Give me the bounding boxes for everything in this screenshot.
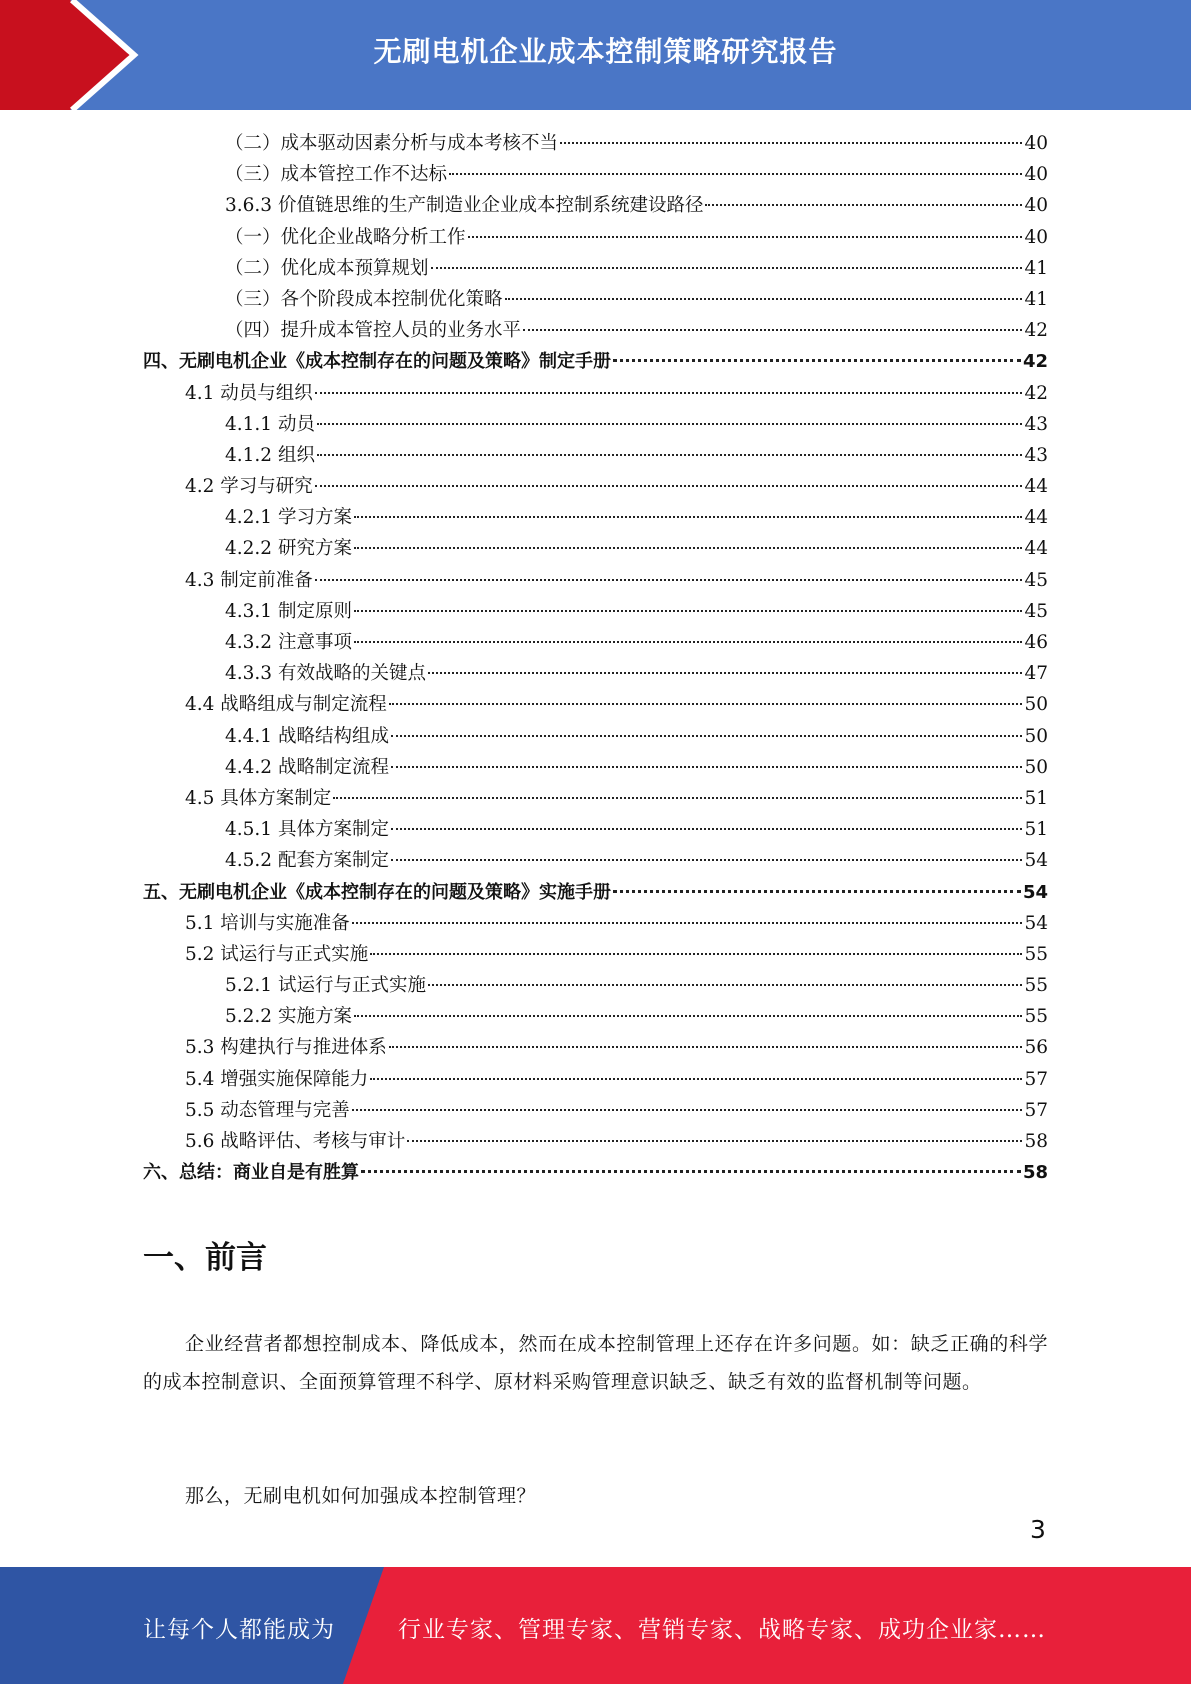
toc-dot-leader xyxy=(352,922,1023,924)
toc-entry[interactable] xyxy=(143,877,1048,908)
toc-entry[interactable] xyxy=(143,502,1048,533)
toc-entry-title: 4.4.2 战略制定流程 xyxy=(225,756,389,778)
toc-entry-page: 58 xyxy=(1022,1162,1048,1184)
toc-entry-title: 5.5 动态管理与完善 xyxy=(185,1099,350,1121)
toc-entry-page: 43 xyxy=(1024,413,1048,435)
toc-entry-page: 54 xyxy=(1022,881,1048,903)
footer-slogan-right: 行业专家、管理专家、营销专家、战略专家、成功企业家…… xyxy=(398,1617,1046,1643)
table-of-contents xyxy=(143,128,1048,1188)
toc-entry[interactable] xyxy=(143,627,1048,658)
toc-entry-title: （二）成本驱动因素分析与成本考核不当 xyxy=(225,133,559,154)
toc-entry-page: 42 xyxy=(1024,382,1048,404)
toc-dot-leader xyxy=(505,298,1023,300)
toc-entry-title: 4.1.1 动员 xyxy=(225,413,315,435)
toc-dot-leader xyxy=(354,1015,1023,1017)
toc-entry-page: 51 xyxy=(1024,787,1048,809)
toc-entry-page: 47 xyxy=(1024,663,1048,685)
toc-dot-leader xyxy=(352,1109,1023,1111)
toc-dot-leader xyxy=(370,953,1022,955)
toc-entry[interactable] xyxy=(143,1064,1048,1095)
toc-dot-leader xyxy=(317,454,1023,456)
toc-entry-page: 51 xyxy=(1024,819,1048,841)
toc-entry[interactable] xyxy=(143,1157,1048,1188)
toc-entry-title: 5.4 增强实施保障能力 xyxy=(185,1068,369,1090)
toc-entry-page: 54 xyxy=(1024,850,1048,872)
toc-entry[interactable] xyxy=(143,222,1048,253)
toc-entry[interactable] xyxy=(143,908,1048,939)
toc-dot-leader xyxy=(468,236,1023,238)
toc-entry-page: 57 xyxy=(1024,1068,1048,1090)
toc-entry-page: 44 xyxy=(1024,507,1048,529)
toc-entry-title: 5.2 试运行与正式实施 xyxy=(185,943,369,965)
toc-entry[interactable] xyxy=(143,752,1048,783)
toc-entry[interactable] xyxy=(143,689,1048,720)
toc-entry-page: 40 xyxy=(1024,195,1048,217)
toc-dot-leader xyxy=(431,267,1023,269)
toc-entry-title: （二）优化成本预算规划 xyxy=(225,257,429,279)
toc-entry[interactable] xyxy=(143,128,1048,159)
toc-dot-leader xyxy=(315,392,1023,394)
header-title: 无刷电机企业成本控制策略研究报告 xyxy=(373,35,838,68)
toc-dot-leader xyxy=(389,703,1023,705)
toc-entry[interactable] xyxy=(143,253,1048,284)
toc-entry[interactable] xyxy=(143,565,1048,596)
toc-entry-title: 4.5.2 配套方案制定 xyxy=(225,850,389,872)
toc-entry-page: 55 xyxy=(1024,943,1048,965)
toc-entry-title: 4.4 战略组成与制定流程 xyxy=(185,694,387,716)
toc-entry-title: 4.3.3 有效战略的关键点 xyxy=(225,663,426,685)
toc-entry-title: （三）成本管控工作不达标 xyxy=(225,164,448,186)
toc-dot-leader xyxy=(317,423,1023,425)
toc-entry-page: 58 xyxy=(1024,1131,1048,1152)
toc-entry[interactable] xyxy=(143,533,1048,564)
toc-dot-leader xyxy=(560,142,1022,144)
toc-dot-leader xyxy=(391,828,1022,830)
toc-entry[interactable] xyxy=(143,845,1048,876)
toc-dot-leader xyxy=(315,485,1023,487)
toc-entry-page: 44 xyxy=(1024,538,1048,560)
toc-entry-title: 四、无刷电机企业《成本控制存在的问题及策略》制定手册 xyxy=(143,351,611,373)
toc-entry-title: 4.4.1 战略结构组成 xyxy=(225,725,389,747)
toc-entry-title: （四）提升成本管控人员的业务水平 xyxy=(225,320,522,342)
toc-entry-page: 40 xyxy=(1024,226,1048,248)
toc-entry-title: 4.5 具体方案制定 xyxy=(185,787,332,809)
toc-entry-page: 50 xyxy=(1024,756,1048,778)
toc-entry[interactable] xyxy=(143,658,1048,689)
toc-entry-title: 4.3.1 制定原则 xyxy=(225,600,352,622)
toc-entry-title: 3.6.3 价值链思维的生产制造业企业成本控制系统建设路径 xyxy=(225,195,704,217)
toc-entry-title: 5.1 培训与实施准备 xyxy=(185,912,350,934)
toc-entry-page: 57 xyxy=(1024,1099,1048,1121)
toc-entry[interactable] xyxy=(143,1032,1048,1063)
toc-dot-leader xyxy=(705,204,1022,206)
toc-entry-page: 45 xyxy=(1024,569,1048,591)
page-footer xyxy=(0,1567,1191,1684)
toc-entry[interactable] xyxy=(143,315,1048,346)
page-number: 3 xyxy=(1030,1515,1046,1544)
toc-dot-leader xyxy=(613,359,1021,362)
toc-entry-page: 55 xyxy=(1024,975,1048,997)
toc-dot-leader xyxy=(391,735,1022,737)
toc-entry-page: 45 xyxy=(1024,600,1048,622)
toc-entry-title: （一）优化企业战略分析工作 xyxy=(225,226,466,248)
toc-entry[interactable] xyxy=(143,409,1048,440)
toc-entry-page: 56 xyxy=(1024,1037,1048,1059)
toc-entry-page: 50 xyxy=(1024,694,1048,716)
toc-entry-title: 5.3 构建执行与推进体系 xyxy=(185,1037,387,1059)
toc-entry[interactable] xyxy=(143,970,1048,1001)
toc-entry-title: 五、无刷电机企业《成本控制存在的问题及策略》实施手册 xyxy=(143,881,611,903)
toc-dot-leader xyxy=(361,1170,1021,1173)
toc-dot-leader xyxy=(428,672,1022,674)
toc-entry-title: 4.3.2 注意事项 xyxy=(225,632,352,653)
toc-entry-page: 43 xyxy=(1024,444,1048,466)
toc-entry-title: 5.2.2 实施方案 xyxy=(225,1006,352,1028)
toc-entry[interactable] xyxy=(143,721,1048,752)
toc-entry[interactable] xyxy=(143,346,1048,377)
toc-dot-leader xyxy=(428,984,1022,986)
toc-entry[interactable] xyxy=(143,440,1048,471)
toc-entry-title: 5.6 战略评估、考核与审计 xyxy=(185,1131,406,1152)
toc-entry[interactable] xyxy=(143,1001,1048,1032)
toc-dot-leader xyxy=(407,1140,1022,1142)
body-paragraph: 那么，无刷电机如何加强成本控制管理？ xyxy=(185,1485,537,1507)
toc-dot-leader xyxy=(391,859,1022,861)
toc-dot-leader xyxy=(523,329,1022,331)
toc-entry-title: 4.2.2 研究方案 xyxy=(225,538,352,560)
toc-dot-leader xyxy=(449,173,1022,175)
toc-entry-title: 4.3 制定前准备 xyxy=(185,569,313,591)
toc-entry[interactable] xyxy=(143,1095,1048,1126)
toc-entry-page: 42 xyxy=(1022,351,1048,373)
toc-dot-leader xyxy=(613,890,1021,893)
footer-slogan-left: 让每个人都能成为 xyxy=(143,1617,335,1643)
toc-dot-leader xyxy=(389,1046,1023,1048)
toc-entry-page: 50 xyxy=(1024,725,1048,747)
toc-entry[interactable] xyxy=(143,783,1048,814)
toc-entry-title: 六、总结：商业自是有胜算 xyxy=(143,1162,359,1184)
toc-entry[interactable] xyxy=(143,596,1048,627)
toc-entry-title: 4.2 学习与研究 xyxy=(185,476,313,498)
toc-dot-leader xyxy=(333,797,1022,799)
toc-entry-page: 40 xyxy=(1024,133,1048,154)
toc-entry-page: 40 xyxy=(1024,164,1048,186)
body-paragraph: 企业经营者都想控制成本、降低成本，然而在成本控制管理上还存在许多问题。如：缺乏正确的科学的成本控制意识、全面预算管理不科学、原材料采购管理意识缺乏、缺乏有效的监督机制等问题。 xyxy=(143,1333,1048,1393)
toc-entry-page: 41 xyxy=(1024,288,1048,310)
toc-entry-title: 4.5.1 具体方案制定 xyxy=(225,819,389,841)
toc-entry[interactable] xyxy=(143,814,1048,845)
toc-dot-leader xyxy=(354,641,1023,643)
toc-entry[interactable] xyxy=(143,378,1048,409)
toc-entry-page: 42 xyxy=(1024,320,1048,342)
section-title: 一、前言 xyxy=(143,1240,267,1276)
toc-entry[interactable] xyxy=(143,471,1048,502)
toc-entry-title: （三）各个阶段成本控制优化策略 xyxy=(225,288,503,310)
toc-entry[interactable] xyxy=(143,190,1048,221)
toc-dot-leader xyxy=(391,766,1022,768)
toc-entry-title: 5.2.1 试运行与正式实施 xyxy=(225,975,426,997)
toc-dot-leader xyxy=(315,579,1023,581)
toc-entry[interactable] xyxy=(143,159,1048,190)
toc-entry-page: 41 xyxy=(1024,257,1048,279)
toc-entry-page: 55 xyxy=(1024,1006,1048,1028)
toc-entry-page: 54 xyxy=(1024,912,1048,934)
toc-dot-leader xyxy=(354,610,1023,612)
toc-entry-title: 4.1 动员与组织 xyxy=(185,382,313,404)
toc-entry[interactable] xyxy=(143,284,1048,315)
toc-entry[interactable] xyxy=(143,1126,1048,1157)
toc-entry[interactable] xyxy=(143,939,1048,970)
toc-entry-page: 44 xyxy=(1024,476,1048,498)
toc-dot-leader xyxy=(370,1078,1022,1080)
toc-entry-title: 4.2.1 学习方案 xyxy=(225,507,352,529)
toc-entry-title: 4.1.2 组织 xyxy=(225,444,315,466)
toc-dot-leader xyxy=(354,547,1023,549)
page-header xyxy=(0,0,1191,110)
toc-entry-page: 46 xyxy=(1024,632,1048,653)
toc-dot-leader xyxy=(354,516,1023,518)
